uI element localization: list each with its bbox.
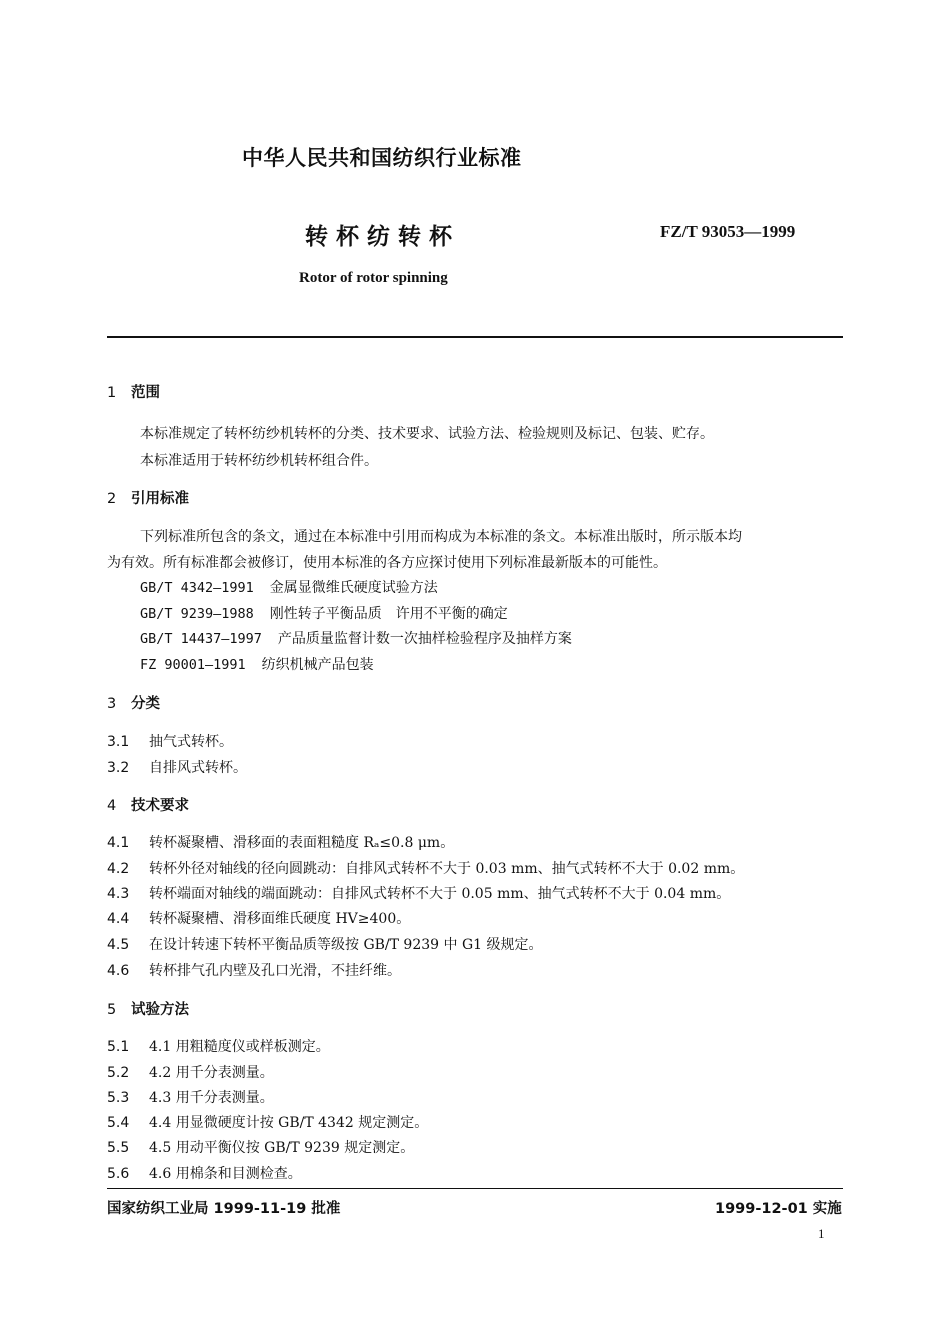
- clause-item: [107, 858, 744, 878]
- clause-text: 4.2 用千分表测量。: [149, 1065, 274, 1081]
- clause-item: [107, 934, 543, 954]
- clause-text: 4.6 用棉条和目测检查。: [149, 1166, 302, 1182]
- section-3-heading: [107, 692, 160, 713]
- clause-number: 5.2: [107, 1065, 130, 1081]
- clause-text: 4.5 用动平衡仪按 GB/T 9239 规定测定。: [149, 1140, 415, 1156]
- clause-text: 4.1 用粗糙度仪或样板测定。: [149, 1039, 330, 1055]
- reference-code: GB/T 9239—1988: [140, 606, 254, 622]
- clause-number: 5.4: [107, 1115, 130, 1131]
- section-title: 引用标准: [131, 491, 189, 507]
- approval-date: 国家纺织工业局 1999-11-19 批准: [107, 1201, 341, 1217]
- clause-text: 在设计转速下转杯平衡品质等级按 GB/T 9239 中 G1 级规定。: [149, 937, 543, 953]
- reference-title: 产品质量监督计数一次抽样检验程序及抽样方案: [277, 631, 572, 647]
- clause-number: 3.1: [107, 734, 130, 750]
- page-number: 1: [818, 1226, 825, 1241]
- clause-text: 4.4 用显微硬度计按 GB/T 4342 规定测定。: [149, 1115, 429, 1131]
- clause-number: 4.1: [107, 835, 130, 851]
- implementation-date: 1999-12-01 实施: [715, 1201, 842, 1217]
- clause-item: [107, 1112, 428, 1132]
- issuing-authority: 中华人民共和国纺织行业标准: [242, 146, 522, 170]
- section-1-paragraph: 本标准规定了转杯纺纱机转杯的分类、技术要求、试验方法、检验规则及标记、包装、贮存。: [140, 426, 714, 442]
- section-5-heading: [107, 998, 189, 1019]
- clause-number: 4.3: [107, 886, 130, 902]
- clause-item: [107, 960, 401, 980]
- reference-item: [140, 654, 374, 674]
- clause-text: 抽气式转杯。: [149, 734, 233, 750]
- reference-code: GB/T 14437—1997: [140, 631, 262, 647]
- section-title: 试验方法: [131, 1002, 189, 1018]
- clause-item: [107, 1087, 274, 1107]
- clause-item: [107, 1163, 302, 1183]
- reference-title: 刚性转子平衡品质 许用不平衡的确定: [269, 606, 508, 622]
- clause-item: [107, 1137, 414, 1157]
- section-1-heading: [107, 381, 160, 402]
- clause-text: 转杯排气孔内壁及孔口光滑，不挂纤维。: [149, 963, 401, 979]
- clause-number: 5.1: [107, 1039, 130, 1055]
- clause-item: [107, 731, 233, 751]
- reference-title: 纺织机械产品包装: [261, 657, 374, 673]
- document-title-en: Rotor of rotor spinning: [299, 270, 448, 286]
- clause-number: 4.2: [107, 861, 130, 877]
- section-title: 技术要求: [131, 798, 189, 814]
- clause-item: [107, 1036, 330, 1056]
- clause-item: [107, 1062, 274, 1082]
- clause-number: 5.6: [107, 1166, 130, 1182]
- section-number: 1: [107, 385, 117, 401]
- clause-text: 转杯凝聚槽、滑移面维氏硬度 HV≥400。: [149, 911, 411, 927]
- clause-text: 自排风式转杯。: [149, 760, 247, 776]
- footer-divider: [107, 1188, 843, 1189]
- clause-item: [107, 908, 410, 928]
- reference-item: [140, 577, 438, 597]
- document-title-cn: 转杯纺转杯: [305, 224, 460, 250]
- clause-text: 转杯凝聚槽、滑移面的表面粗糙度 Rₐ≤0.8 μm。: [149, 835, 455, 851]
- section-number: 4: [107, 798, 117, 814]
- section-title: 范围: [131, 385, 160, 401]
- reference-title: 金属显微维氏硬度试验方法: [269, 580, 438, 596]
- clause-number: 4.5: [107, 937, 130, 953]
- section-title: 分类: [131, 696, 160, 712]
- clause-item: [107, 883, 730, 903]
- clause-number: 3.2: [107, 760, 130, 776]
- reference-code: FZ 90001—1991: [140, 657, 246, 673]
- section-2-paragraph: 为有效。所有标准都会被修订，使用本标准的各方应探讨使用下列标准最新版本的可能性。: [107, 555, 667, 571]
- reference-code: GB/T 4342—1991: [140, 580, 254, 596]
- standard-code: FZ/T 93053—1999: [660, 222, 796, 241]
- section-number: 3: [107, 696, 117, 712]
- section-2-heading: [107, 487, 189, 508]
- section-4-heading: [107, 794, 189, 815]
- clause-text: 4.3 用千分表测量。: [149, 1090, 274, 1106]
- section-2-paragraph: 下列标准所包含的条文，通过在本标准中引用而构成为本标准的条文。本标准出版时，所示版本均: [140, 529, 742, 545]
- section-number: 5: [107, 1002, 117, 1018]
- clause-text: 转杯外径对轴线的径向圆跳动：自排风式转杯不大于 0.03 mm、抽气式转杯不大于 0.02 mm。: [149, 861, 745, 877]
- clause-number: 5.5: [107, 1140, 130, 1156]
- clause-item: [107, 757, 247, 777]
- header-divider: [107, 336, 843, 338]
- clause-text: 转杯端面对轴线的端面跳动：自排风式转杯不大于 0.05 mm、抽气式转杯不大于 0.04 mm。: [149, 886, 731, 902]
- clause-number: 5.3: [107, 1090, 130, 1106]
- section-1-paragraph: 本标准适用于转杯纺纱机转杯组合件。: [140, 453, 378, 469]
- reference-item: [140, 628, 572, 648]
- clause-number: 4.4: [107, 911, 130, 927]
- reference-item: [140, 603, 508, 623]
- clause-number: 4.6: [107, 963, 130, 979]
- section-number: 2: [107, 491, 117, 507]
- clause-item: [107, 832, 454, 852]
